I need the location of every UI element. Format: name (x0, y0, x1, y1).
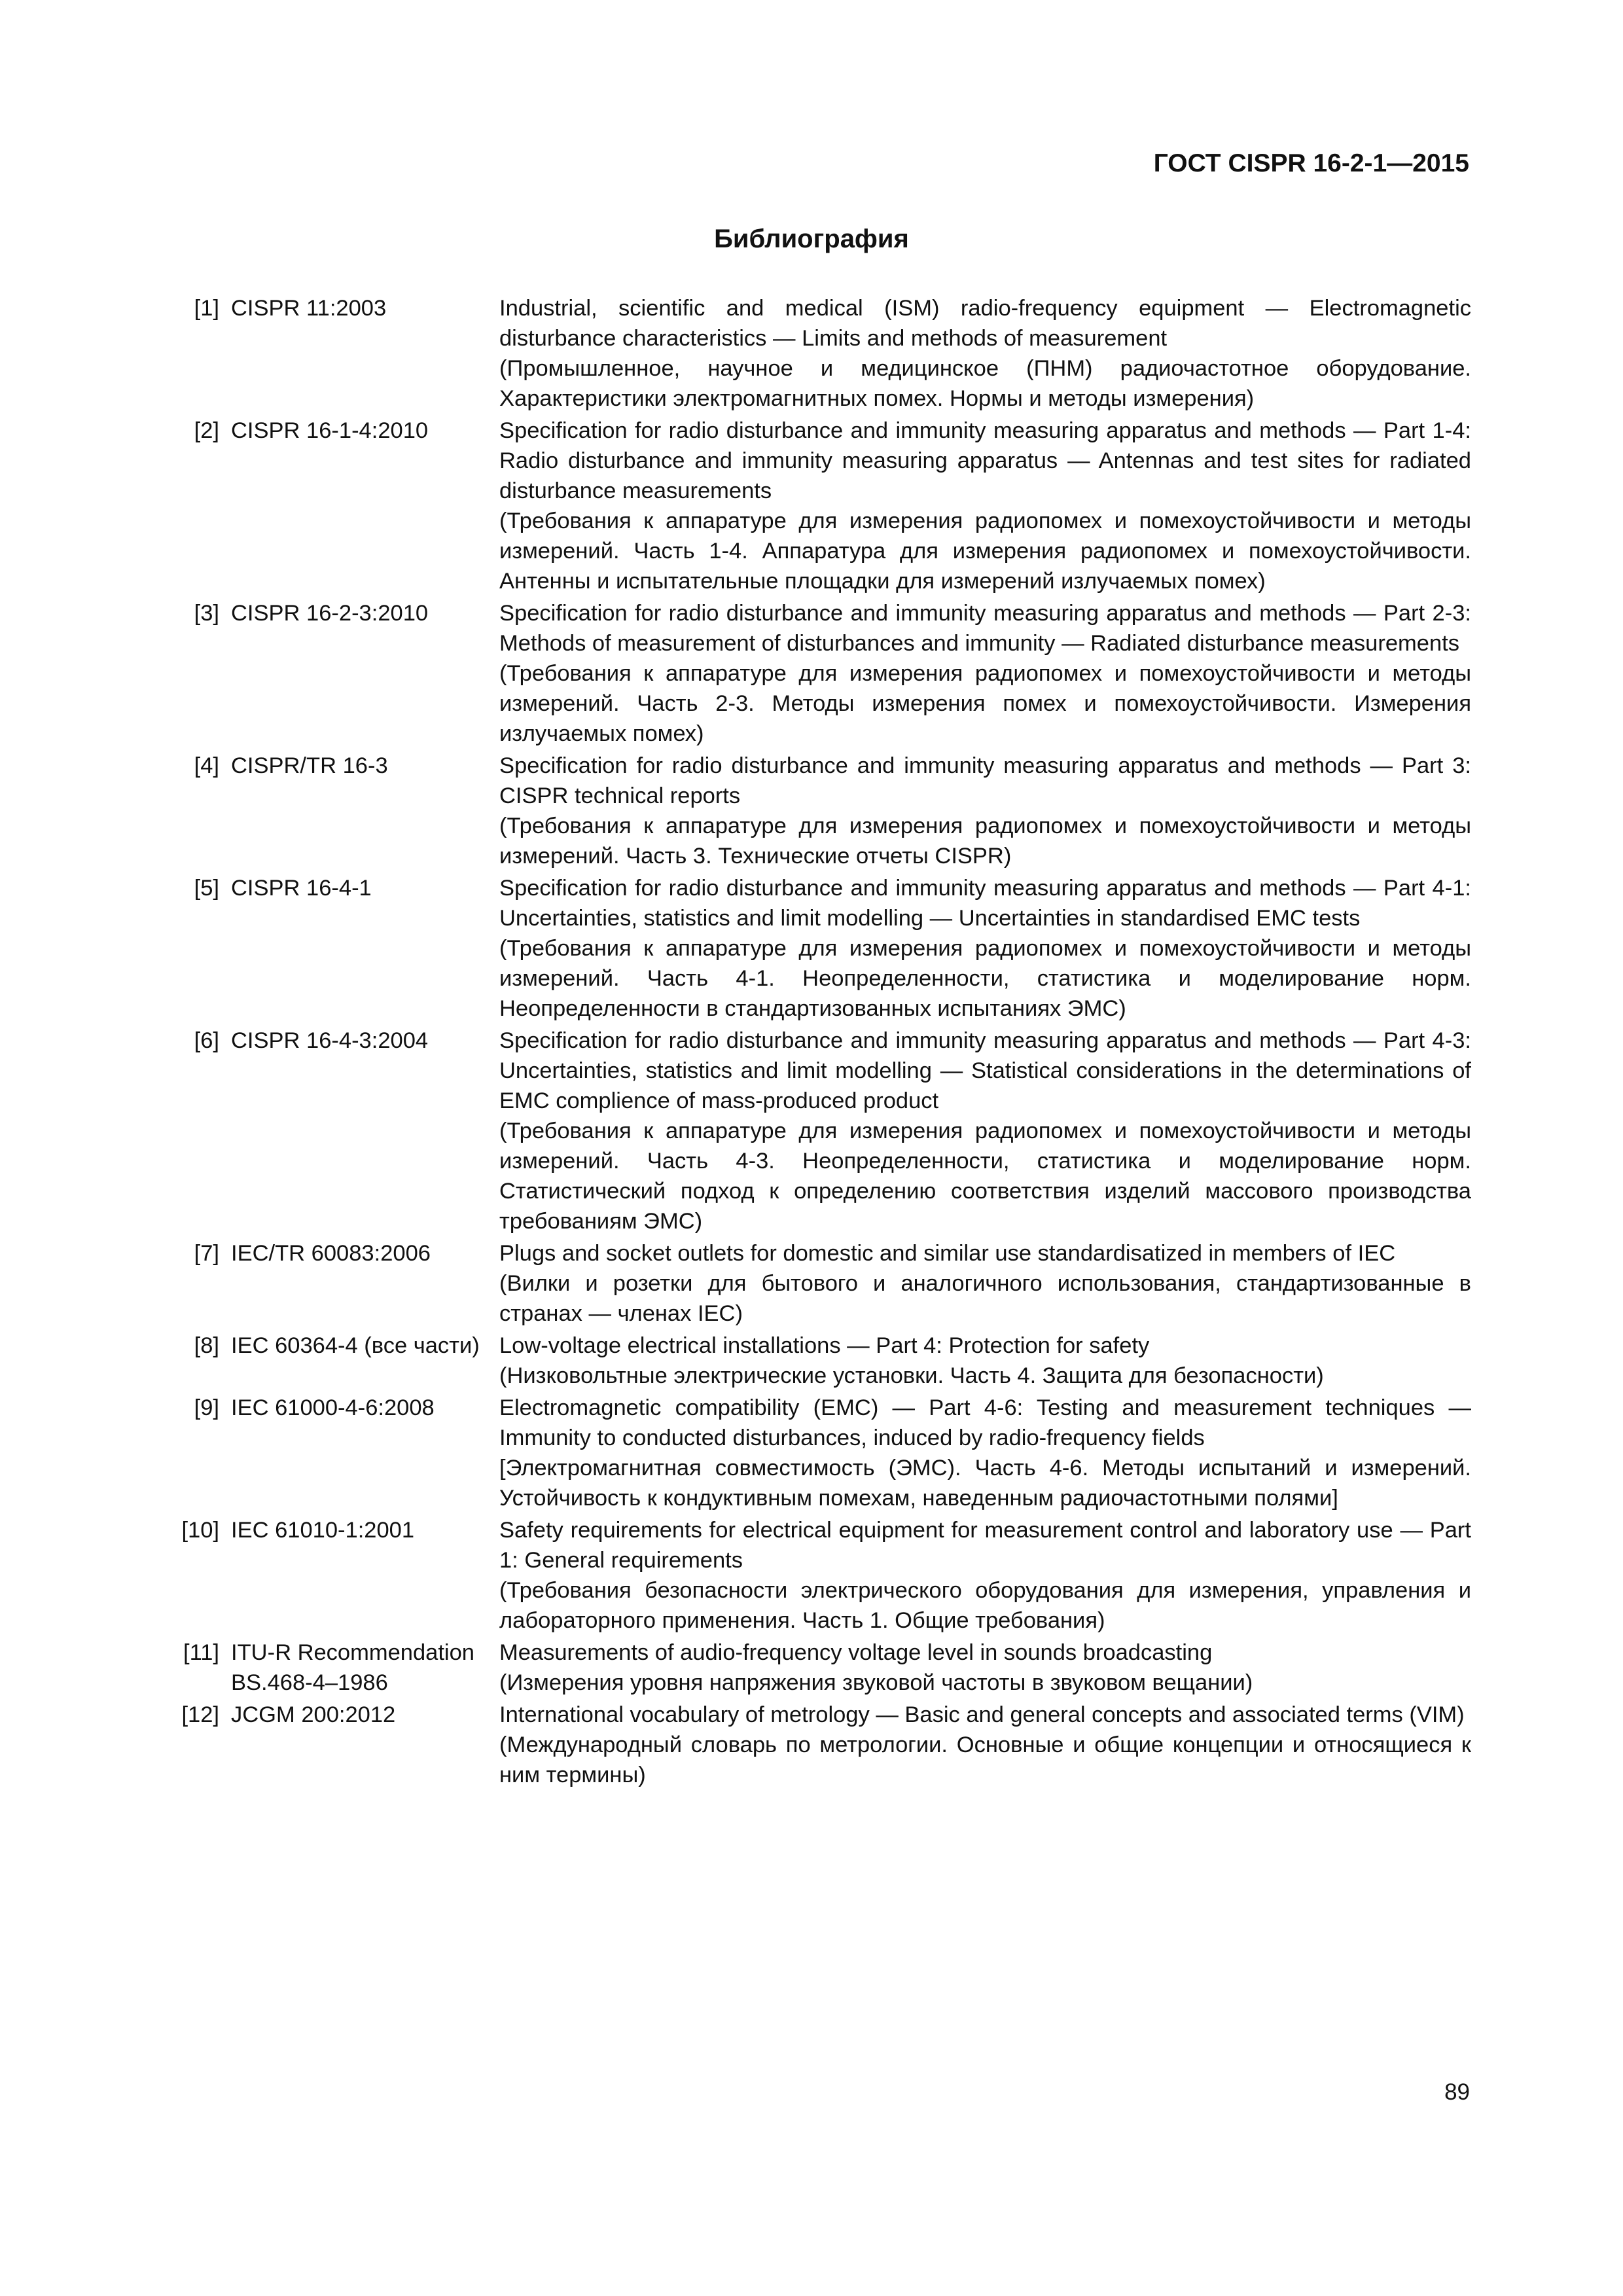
table-row (169, 1331, 1471, 1393)
reference-number: [2] (194, 418, 219, 443)
table-row (169, 598, 1471, 751)
reference-title-en: Specification for radio disturbance and immunity measuring apparatus and methods — Part 4-1: Uncertainties, statistics and limit modelling — Uncertainties in standardised EMC tests (499, 876, 1471, 931)
table-row (169, 873, 1471, 1026)
reference-title-ru: (Промышленное, научное и медицинское (ПНМ) радиочастотное оборудование. Характеристики электромагнитных помех. Нормы и методы измерения) (499, 356, 1471, 411)
reference-number: [7] (194, 1241, 219, 1266)
reference-description (499, 293, 1471, 416)
table-row (169, 1700, 1471, 1792)
table-row (169, 1515, 1471, 1638)
reference-title-en: Plugs and socket outlets for domestic and similar use standardisatized in members of IEC (499, 1241, 1396, 1266)
reference-title-en: Specification for radio disturbance and immunity measuring apparatus and methods — Part 1-4: Radio disturbance and immunity measuring apparatus — Antennas and test sites for radiated disturbance measurements (499, 418, 1471, 503)
reference-title-ru: [Электромагнитная совместимость (ЭМС). Часть 4-6. Методы испытаний и измерений. Устойчивость к кондуктивным помехам, наведенным радиочастотными полями] (499, 1456, 1471, 1511)
table-row (169, 293, 1471, 416)
reference-number: [10] (181, 1518, 219, 1543)
reference-code: CISPR 16-2-3:2010 (231, 601, 429, 626)
reference-title-en: Measurements of audio-frequency voltage level in sounds broadcasting (499, 1640, 1213, 1665)
table-row (169, 1638, 1471, 1700)
reference-code: IEC/TR 60083:2006 (231, 1241, 431, 1266)
reference-description (499, 1026, 1471, 1238)
reference-title-ru: (Требования к аппаратуре для измерения радиопомех и помехоустойчивости и методы измерений. Часть 3. Технические отчеты CISPR) (499, 814, 1471, 869)
table-row (169, 751, 1471, 873)
reference-number: [4] (194, 753, 219, 778)
reference-title-ru: (Требования к аппаратуре для измерения радиопомех и помехоустойчивости и методы измерений. Часть 1-4. Аппаратура для измерения радиопомех и помехоустойчивости. Антенны и испытательные площадки для измерений излучаемых помех) (499, 509, 1471, 594)
reference-description (499, 1638, 1471, 1700)
reference-title-en: Safety requirements for electrical equipment for measurement control and laboratory use — Part 1: General requirements (499, 1518, 1471, 1573)
reference-title-ru: (Международный словарь по метрологии. Основные и общие концепции и относящиеся к ним термины) (499, 1732, 1471, 1787)
reference-number: [9] (194, 1395, 219, 1420)
table-row (169, 1393, 1471, 1515)
reference-title-en: Specification for radio disturbance and immunity measuring apparatus and methods — Part 2-3: Methods of measurement of disturbances and immunity — Radiated disturbance measurements (499, 601, 1471, 656)
reference-code: CISPR 11:2003 (231, 296, 387, 321)
reference-number: [5] (194, 876, 219, 901)
reference-title-ru: (Вилки и розетки для бытового и аналогичного использования, стандартизованные в странах — членах IEC) (499, 1271, 1471, 1326)
reference-title-en: Specification for radio disturbance and immunity measuring apparatus and methods — Part 3: CISPR technical reports (499, 753, 1471, 808)
reference-description (499, 751, 1471, 873)
reference-title-ru: (Требования к аппаратуре для измерения радиопомех и помехоустойчивости и методы измерений. Часть 2-3. Методы измерения помех и помехоустойчивости. Измерения излучаемых помех) (499, 661, 1471, 746)
table-row (169, 1238, 1471, 1331)
reference-number: [3] (194, 601, 219, 626)
table-row (169, 416, 1471, 598)
reference-number: [8] (194, 1333, 219, 1358)
reference-title-ru: (Требования к аппаратуре для измерения радиопомех и помехоустойчивости и методы измерений. Часть 4-3. Неопределенности, статистика и моделирование норм. Статистический подход к определению соответствия изделий массового производства требованиям ЭМС) (499, 1119, 1471, 1234)
table-row (169, 1026, 1471, 1238)
reference-code: IEC 60364-4 (все части) (231, 1333, 480, 1358)
page-title: Библиография (714, 224, 909, 253)
reference-description (499, 598, 1471, 751)
reference-description (499, 1393, 1471, 1515)
reference-description (499, 873, 1471, 1026)
reference-title-ru: (Требования безопасности электрического оборудования для измерения, управления и лабораторного применения. Часть 1. Общие требования) (499, 1578, 1471, 1633)
reference-code: CISPR/TR 16-3 (231, 753, 388, 778)
reference-number: [12] (181, 1702, 219, 1727)
reference-description (499, 1238, 1471, 1331)
reference-description (499, 416, 1471, 598)
reference-title-ru: (Измерения уровня напряжения звуковой частоты в звуковом вещании) (499, 1670, 1253, 1695)
reference-code: IEC 61010-1:2001 (231, 1518, 415, 1543)
reference-code: CISPR 16-4-1 (231, 876, 372, 901)
bibliography-table (169, 293, 1471, 1792)
reference-number: [11] (183, 1640, 219, 1665)
reference-description (499, 1515, 1471, 1638)
reference-title-en: International vocabulary of metrology — Basic and general concepts and associated terms (VIM) (499, 1702, 1465, 1727)
reference-code: JCGM 200:2012 (231, 1702, 396, 1727)
reference-code: IEC 61000-4-6:2008 (231, 1395, 435, 1420)
reference-description (499, 1331, 1471, 1393)
reference-title-ru: (Низковольтные электрические установки. Часть 4. Защита для безопасности) (499, 1363, 1324, 1388)
reference-code: CISPR 16-1-4:2010 (231, 418, 429, 443)
reference-title-en: Industrial, scientific and medical (ISM) radio-frequency equipment — Electromagnetic disturbance characteristics — Limits and methods of measurement (499, 296, 1471, 351)
reference-code: ITU-R Recommendation BS.468-4–1986 (231, 1640, 474, 1695)
reference-title-en: Low-voltage electrical installations — Part 4: Protection for safety (499, 1333, 1150, 1358)
reference-title-en: Specification for radio disturbance and immunity measuring apparatus and methods — Part 4-3: Uncertainties, statistics and limit modelling — Statistical considerations in the determinations of EMC complience of mass-produced product (499, 1028, 1471, 1113)
reference-description (499, 1700, 1471, 1792)
reference-number: [6] (194, 1028, 219, 1053)
reference-title-en: Electromagnetic compatibility (EMC) — Part 4-6: Testing and measurement techniques — Immunity to conducted disturbances, induced by radio-frequency fields (499, 1395, 1471, 1450)
reference-code: CISPR 16-4-3:2004 (231, 1028, 429, 1053)
reference-number: [1] (194, 296, 219, 321)
page-header: ГОСТ CISPR 16-2-1—2015 (1153, 149, 1469, 177)
page-number: 89 (1444, 2079, 1470, 2105)
reference-title-ru: (Требования к аппаратуре для измерения радиопомех и помехоустойчивости и методы измерений. Часть 4-1. Неопределенности, статистика и моделирование норм. Неопределенности в стандартизованных испытаниях ЭМС) (499, 936, 1471, 1021)
